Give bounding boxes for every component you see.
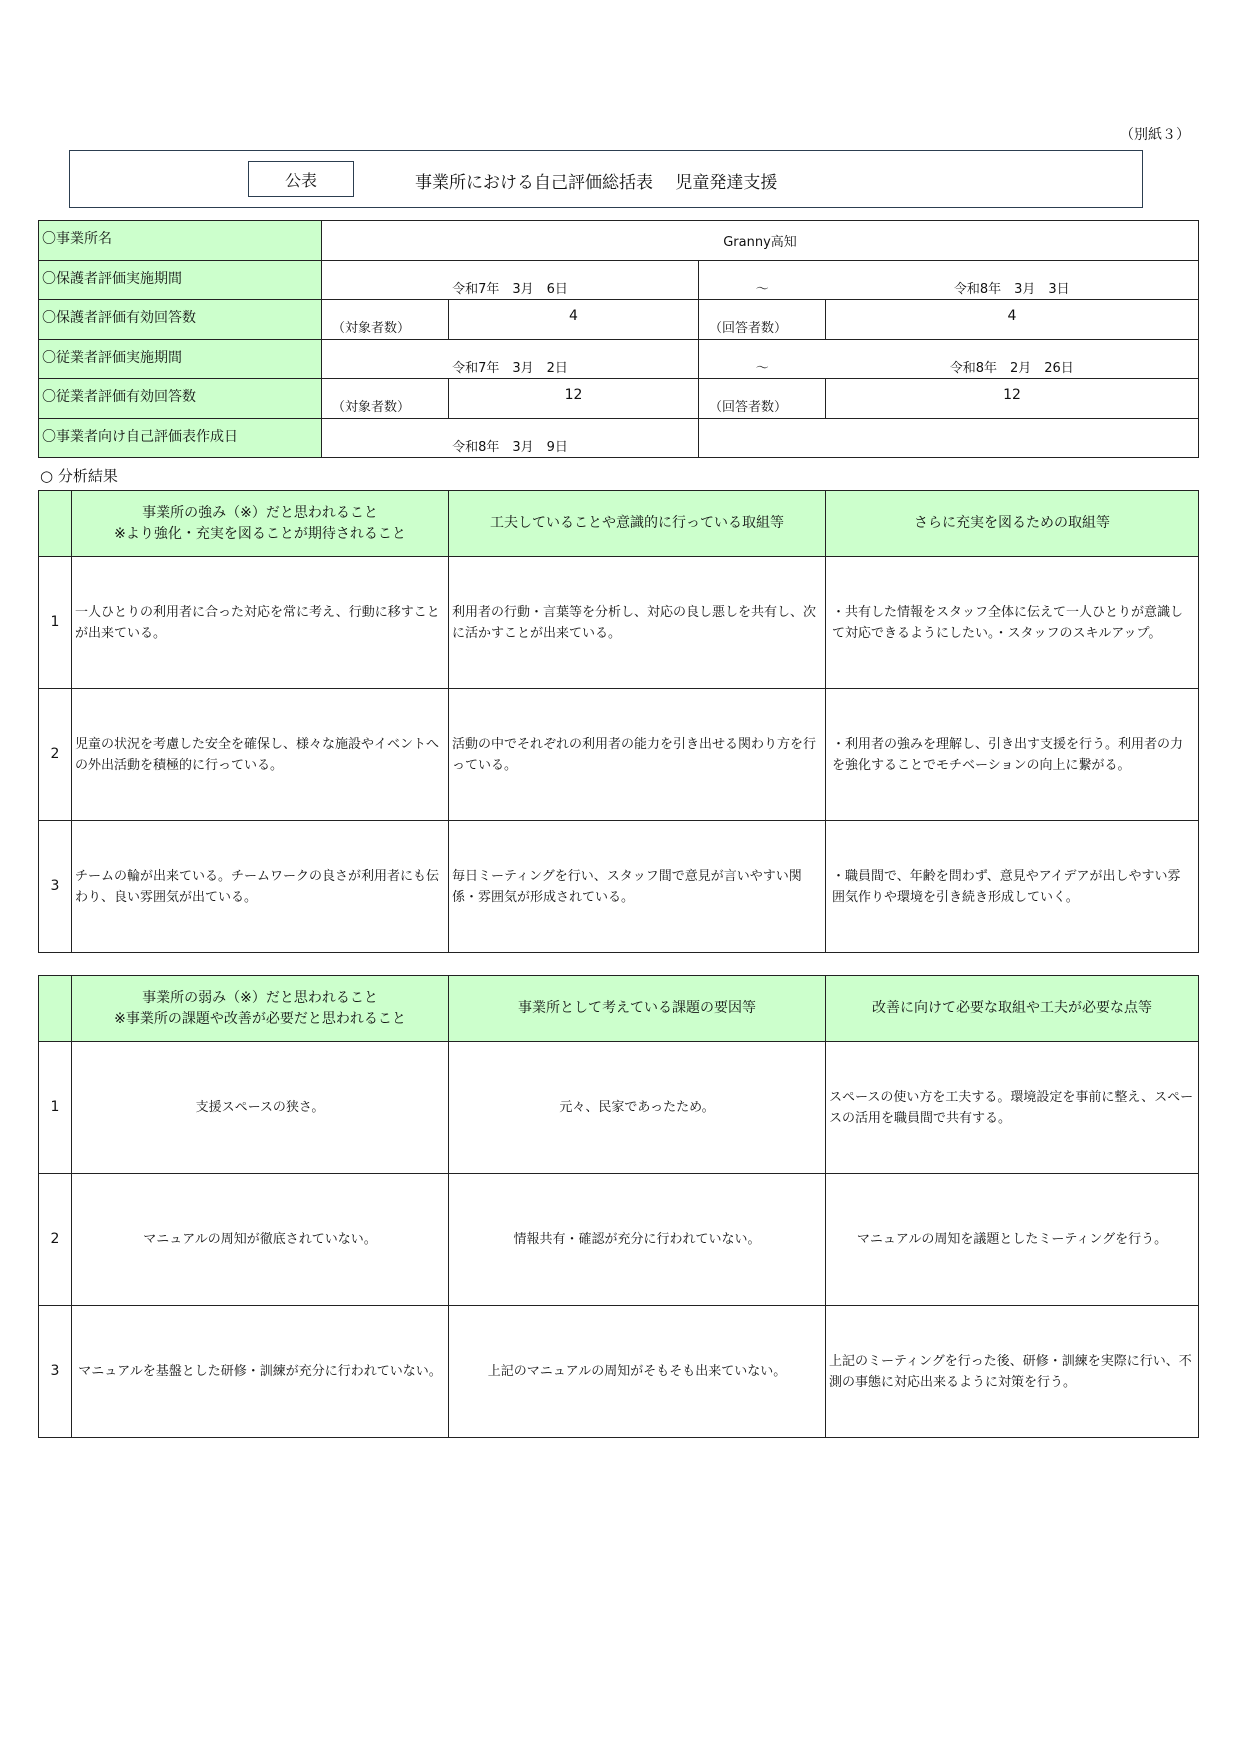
weaknesses-table bbox=[38, 975, 1199, 1438]
weaknesses-header-line1: 事業所の弱み（※）だと思われること bbox=[142, 989, 378, 1006]
document-title: 事業所における自己評価総括表 児童発達支援 bbox=[415, 173, 778, 193]
strengths-header-strength bbox=[72, 491, 449, 557]
weakness-text: マニュアルを基盤とした研修・訓練が充分に行われていない。 bbox=[72, 1306, 449, 1438]
guardian-answer-label: （回答者数） bbox=[699, 300, 826, 340]
table-row bbox=[39, 1174, 1199, 1306]
strengths-header-line1: 事業所の強み（※）だと思われること bbox=[142, 504, 378, 521]
guardian-period-tilde: ～ bbox=[699, 260, 826, 300]
weaknesses-header-row bbox=[39, 976, 1199, 1042]
cause-text: 元々、民家であったため。 bbox=[449, 1042, 826, 1174]
guardian-period-label: 〇保護者評価実施期間 bbox=[39, 260, 322, 300]
staff-target-label: （対象者数） bbox=[322, 379, 449, 419]
strengths-table bbox=[38, 490, 1199, 953]
table-row bbox=[39, 557, 1199, 689]
weakness-text: 支援スペースの狭さ。 bbox=[72, 1042, 449, 1174]
row-number: 2 bbox=[39, 689, 72, 821]
created-date-label: 〇事業者向け自己評価表作成日 bbox=[39, 418, 322, 458]
row-number: 3 bbox=[39, 821, 72, 953]
guardian-answer-value: 4 bbox=[826, 300, 1199, 340]
weaknesses-header-no bbox=[39, 976, 72, 1042]
staff-period-end: 令和8年 2月 26日 bbox=[826, 339, 1199, 379]
created-date-row bbox=[39, 418, 1199, 458]
table-row bbox=[39, 1042, 1199, 1174]
guardian-period-start: 令和7年 3月 6日 bbox=[322, 260, 699, 300]
strength-text: チームの輪が出来ている。チームワークの良さが利用者にも伝わり、良い雰囲気が出ている。 bbox=[72, 821, 449, 953]
guardian-count-row bbox=[39, 300, 1199, 340]
weaknesses-header-cause: 事業所として考えている課題の要因等 bbox=[449, 976, 826, 1042]
table-row bbox=[39, 1306, 1199, 1438]
cause-text: 情報共有・確認が充分に行われていない。 bbox=[449, 1174, 826, 1306]
title-box bbox=[69, 150, 1143, 208]
strength-text: 一人ひとりの利用者に合った対応を常に考え、行動に移すことが出来ている。 bbox=[72, 557, 449, 689]
created-date-value: 令和8年 3月 9日 bbox=[322, 418, 699, 458]
strengths-header-line2: ※より強化・充実を図ることが期待されること bbox=[114, 525, 406, 542]
weaknesses-header-weakness bbox=[72, 976, 449, 1042]
further-text: ・利用者の強みを理解し、引き出す支援を行う。利用者の力を強化することでモチベーションの向上に繋がる。 bbox=[826, 689, 1199, 821]
facility-name: Granny高知 bbox=[322, 221, 1199, 261]
strengths-header-further: さらに充実を図るための取組等 bbox=[826, 491, 1199, 557]
staff-period-tilde: ～ bbox=[699, 339, 826, 379]
guardian-count-label: 〇保護者評価有効回答数 bbox=[39, 300, 322, 340]
guardian-period-end: 令和8年 3月 3日 bbox=[826, 260, 1199, 300]
improve-text: スペースの使い方を工夫する。環境設定を事前に整え、スペースの活用を職員間で共有する。 bbox=[826, 1042, 1199, 1174]
row-number: 1 bbox=[39, 1042, 72, 1174]
row-number: 2 bbox=[39, 1174, 72, 1306]
weaknesses-header-line2: ※事業所の課題や改善が必要だと思われること bbox=[114, 1010, 406, 1027]
weakness-text: マニュアルの周知が徹底されていない。 bbox=[72, 1174, 449, 1306]
row-number: 1 bbox=[39, 557, 72, 689]
strength-text: 児童の状況を考慮した安全を確保し、様々な施設やイベントへの外出活動を積極的に行っている。 bbox=[72, 689, 449, 821]
effort-text: 毎日ミーティングを行い、スタッフ間で意見が言いやすい関係・雰囲気が形成されている。 bbox=[449, 821, 826, 953]
staff-answer-value: 12 bbox=[826, 379, 1199, 419]
improve-text: 上記のミーティングを行った後、研修・訓練を実際に行い、不測の事態に対応出来るように対策を行う。 bbox=[826, 1306, 1199, 1438]
guardian-target-label: （対象者数） bbox=[322, 300, 449, 340]
staff-period-start: 令和7年 3月 2日 bbox=[322, 339, 699, 379]
attachment-number: （別紙３） bbox=[1120, 127, 1190, 143]
further-text: ・職員間で、年齢を問わず、意見やアイデアが出しやすい雰囲気作りや環境を引き続き形成していく。 bbox=[826, 821, 1199, 953]
staff-answer-label: （回答者数） bbox=[699, 379, 826, 419]
weaknesses-header-improve: 改善に向けて必要な取組や工夫が必要な点等 bbox=[826, 976, 1199, 1042]
staff-count-row bbox=[39, 379, 1199, 419]
staff-target-value: 12 bbox=[449, 379, 699, 419]
section-title: ○ 分析結果 bbox=[40, 467, 118, 485]
cause-text: 上記のマニュアルの周知がそもそも出来ていない。 bbox=[449, 1306, 826, 1438]
facility-label: 〇事業所名 bbox=[39, 221, 322, 261]
public-badge: 公表 bbox=[248, 161, 354, 197]
effort-text: 活動の中でそれぞれの利用者の能力を引き出せる関わり方を行っている。 bbox=[449, 689, 826, 821]
staff-period-row bbox=[39, 339, 1199, 379]
created-date-blank bbox=[699, 418, 1199, 458]
strengths-header-row bbox=[39, 491, 1199, 557]
info-table bbox=[38, 220, 1199, 458]
improve-text: マニュアルの周知を議題としたミーティングを行う。 bbox=[826, 1174, 1199, 1306]
table-row bbox=[39, 689, 1199, 821]
staff-period-label: 〇従業者評価実施期間 bbox=[39, 339, 322, 379]
strengths-header-no bbox=[39, 491, 72, 557]
guardian-target-value: 4 bbox=[449, 300, 699, 340]
staff-count-label: 〇従業者評価有効回答数 bbox=[39, 379, 322, 419]
table-row bbox=[39, 821, 1199, 953]
row-number: 3 bbox=[39, 1306, 72, 1438]
further-text: ・共有した情報をスタッフ全体に伝えて一人ひとりが意識して対応できるようにしたい。・スタッフのスキルアップ。 bbox=[826, 557, 1199, 689]
facility-row bbox=[39, 221, 1199, 261]
strengths-header-effort: 工夫していることや意識的に行っている取組等 bbox=[449, 491, 826, 557]
guardian-period-row bbox=[39, 260, 1199, 300]
effort-text: 利用者の行動・言葉等を分析し、対応の良し悪しを共有し、次に活かすことが出来ている。 bbox=[449, 557, 826, 689]
